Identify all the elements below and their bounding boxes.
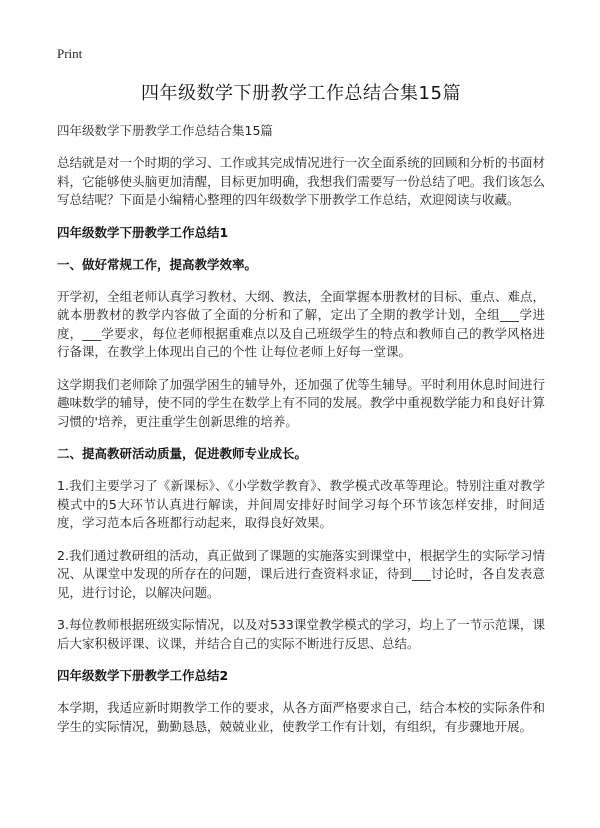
print-label: Print (57, 46, 83, 61)
section-1-paragraph-1: 开学初，全组老师认真学习教材、大纲、教法，全面掌握本册教材的目标、重点、难点，就本册教材的教学内容做了全面的分析和了解，定出了全期的教学计划，全组___学进度，___学要求，每位老师根据重难点以及自己班级学生的特点和教师自己的教学风格进行备课，在教学上体现出自己的个性 让每位老师上好每一堂课。 (57, 288, 545, 359)
document-subtitle: 四年级数学下册教学工作总结合集15篇 (57, 123, 273, 138)
intro-paragraph: 总结就是对一个时期的学习、工作或其完成情况进行一次全面系统的回顾和分析的书面材料，它能够使头脑更加清醒，目标更加明确，我想我们需要写一份总结了吧。我们该怎么写总结呢？下面是小编精心整理的四年级数学下册教学工作总结，欢迎阅读与收藏。 (57, 155, 545, 207)
section-2-title: 四年级数学下册教学工作总结2 (57, 668, 229, 683)
section-1-paragraph-4: 2.我们通过教研组的活动，真正做到了课题的实施落实到课堂中，根据学生的实际学习情况、从课堂中发现的所存在的问题，课后进行查资料求证，待到___讨论时，各自发表意见，进行讨论，以解决问题。 (57, 547, 545, 600)
section-2-paragraph-1: 本学期，我适应新时期教学工作的要求，从各方面严格要求自己，结合本校的实际条件和学生的实际情况，勤勤恳恳，兢兢业业，使教学工作有计划，有组织，有步骤地开展。 (57, 700, 545, 734)
section-1-heading-1: 一、做好常规工作，提高教学效率。 (57, 256, 258, 272)
section-1-paragraph-2: 这学期我们老师除了加强学困生的辅导外，还加强了优等生辅导。平时利用休息时间进行趣味数学的辅导，使不同的学生在数学上有不同的发展。教学中重视数学能力和良好计算习惯的'培养，更注重学生创新思维的培养。 (57, 376, 545, 429)
page-title: 四年级数学下册教学工作总结合集15篇 (141, 83, 461, 104)
section-1-title: 四年级数学下册教学工作总结1 (57, 224, 229, 240)
section-1-heading-2: 二、提高教研活动质量，促进教师专业成长。 (57, 446, 308, 461)
section-1-paragraph-3: 1.我们主要学习了《新课标》、《小学数学教育》、教学模式改革等理论。特别注重对教学模式中的5大环节认真进行解读，并间周安排好时间学习每个环节该怎样安排，时间适度，学习范本后各班都行动起来，取得良好效果。 (57, 478, 545, 530)
section-1-paragraph-5: 3.每位教师根据班级实际情况，以及对533课堂教学模式的学习，均上了一节示范课，课后大家积极评课、议课，并结合自己的实际不断进行反思、总结。 (57, 617, 545, 651)
